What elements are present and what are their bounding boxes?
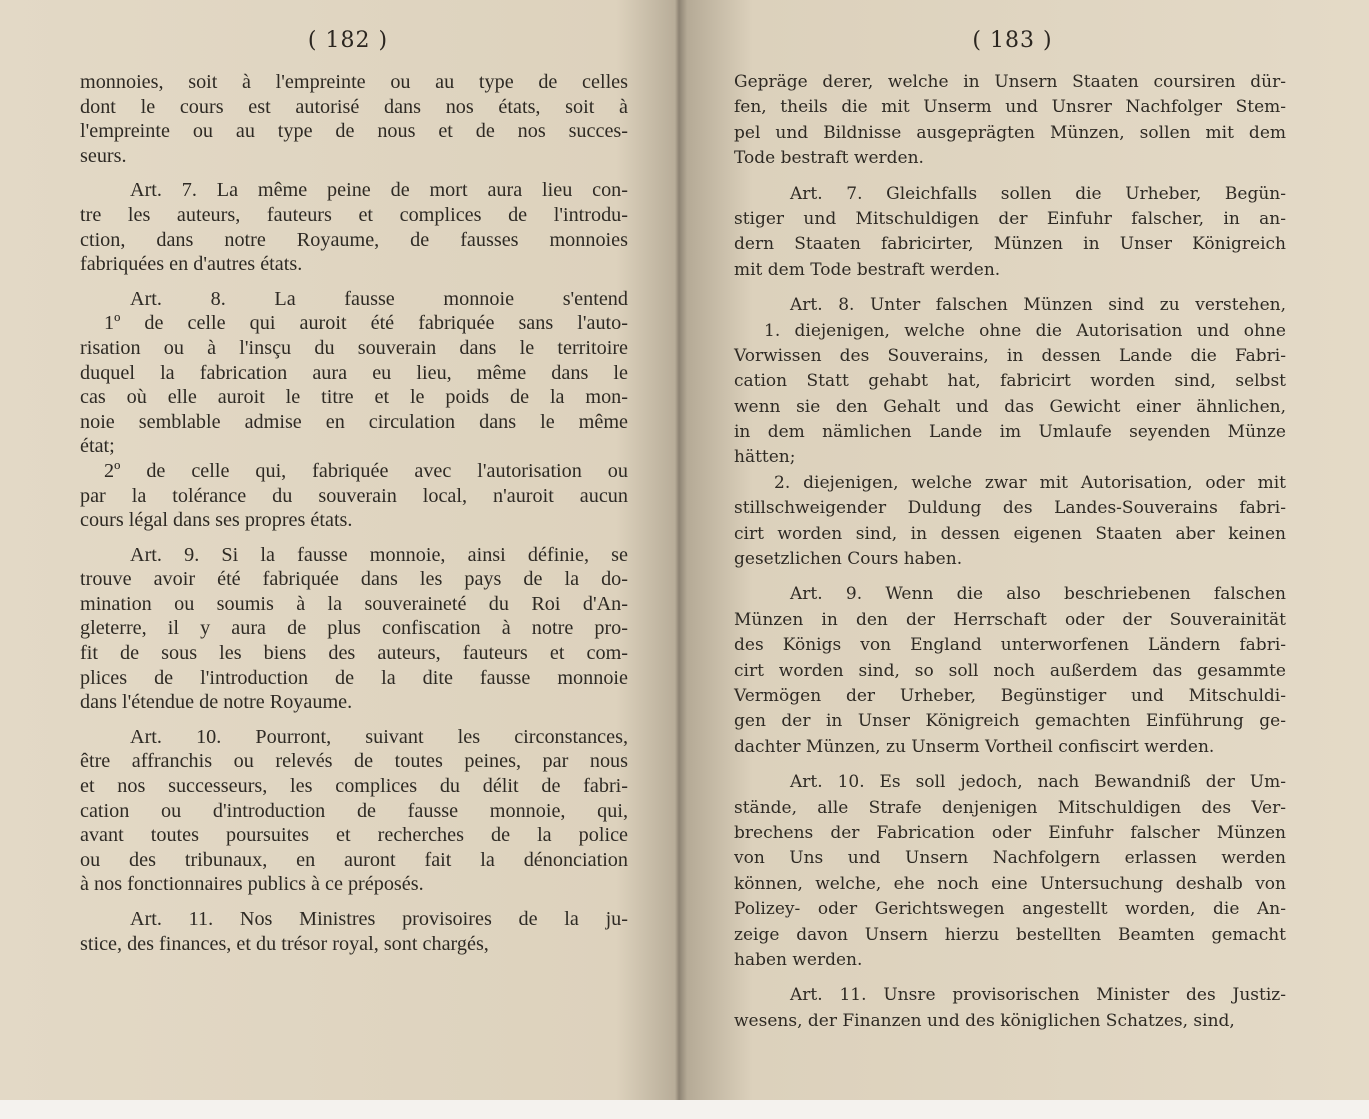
text-line: gleterre, il y aura de plus confiscation à notre pro- xyxy=(80,617,628,640)
text-line: pel und Bildnisse ausgeprägten Münzen, sollen mit dem xyxy=(734,122,1286,143)
text-line: cours légal dans ses propres états. xyxy=(80,509,353,532)
text-line: état; xyxy=(80,435,115,458)
text-line: stillschweigender Duldung des Landes-Souverains fabri- xyxy=(734,498,1286,519)
text-line: 2. diejenigen, welche zwar mit Autorisation, oder mit xyxy=(774,472,1286,493)
text-line: Art. 7. La même peine de mort aura lieu con- xyxy=(130,179,628,202)
text-line: Art. 10. Pourront, suivant les circonstances, xyxy=(130,725,628,748)
text-line: dern Staaten fabricirter, Münzen in Unser Königreich xyxy=(734,234,1286,255)
text-line: Art. 11. Unsre provisorischen Minister des Justiz- xyxy=(790,985,1286,1006)
text-line: avant toutes poursuites et recherches de la police xyxy=(80,824,628,847)
text-line: können, welche, ehe noch eine Untersuchung deshalb von xyxy=(734,873,1286,894)
text-line: dont le cours est autorisé dans nos états, soit à xyxy=(80,95,628,118)
text-line: Gepräge derer, welche in Unsern Staaten coursiren dür- xyxy=(734,72,1286,92)
text-line: ction, dans notre Royaume, de fausses monnoies xyxy=(80,228,628,251)
text-line: wenn sie den Gehalt und das Gewicht einer ähnlichen, xyxy=(734,396,1286,417)
text-line: Vorwissen des Souverains, in dessen Lande die Fabri- xyxy=(734,345,1286,366)
text-line: in dem nämlichen Lande im Umlaufe seyenden Münze xyxy=(734,422,1286,443)
text-line: ou des tribunaux, en auront fait la dénonciation xyxy=(80,848,628,871)
text-line: wesens, der Finanzen und des königlichen Schatzes, sind, xyxy=(734,1010,1235,1031)
text-line: Art. 9. Si la fausse monnoie, ainsi définie, se xyxy=(130,543,628,566)
scan-margin xyxy=(0,1100,1369,1119)
text-line: Art. 7. Gleichfalls sollen die Urheber, Begün- xyxy=(790,183,1286,204)
text-line: et nos successeurs, les complices du délit de fabri- xyxy=(80,775,628,798)
text-line: tre les auteurs, fauteurs et complices de l'introdu- xyxy=(80,203,628,226)
text-line: mit dem Tode bestraft werden. xyxy=(734,259,1001,280)
page-number: ( 182 ) xyxy=(307,28,389,53)
right-page xyxy=(676,0,1369,1100)
text-line: plices de l'introduction de la dite fausse monnoie xyxy=(80,666,628,689)
text-line: dans l'étendue de notre Royaume. xyxy=(80,691,353,714)
text-line: Art. 8. La fausse monnoie s'entend xyxy=(130,287,628,310)
text-line: cas où elle auroit le titre et le poids de la mon- xyxy=(80,386,628,409)
paragraph-gap xyxy=(80,715,628,725)
page-number: ( 183 ) xyxy=(972,28,1053,53)
text-line: stände, alle Strafe denjenigen Mitschuldigen des Ver- xyxy=(734,797,1286,818)
text-line: stice, des finances, et du trésor royal, sont chargés, xyxy=(80,932,489,955)
text-line: Art. 8. Unter falschen Münzen sind zu verstehen, xyxy=(790,295,1286,316)
text-line: von Uns und Unsern Nachfolgern erlassen werden xyxy=(734,848,1286,869)
page-text xyxy=(734,70,1286,1034)
text-line: mination ou soumis à la souveraineté du Roi d'An- xyxy=(80,592,628,615)
text-line: hätten; xyxy=(734,447,796,468)
text-line: risation ou à l'insçu du souverain dans le territoire xyxy=(80,336,628,359)
text-line: l'empreinte ou au type de nous et de nos succes- xyxy=(80,120,628,143)
text-line: à nos fonctionnaires publics à ce préposés. xyxy=(80,873,424,896)
paragraph-gap xyxy=(734,283,1286,293)
text-line: cirt worden sind, in dessen eigenen Staaten aber keinen xyxy=(734,523,1286,544)
text-line: Art. 9. Wenn die also beschriebenen falschen xyxy=(790,584,1286,605)
text-line: Art. 10. Es soll jedoch, nach Bewandniß der Um- xyxy=(790,772,1286,793)
text-line: 1. diejenigen, welche ohne die Autorisation und ohne xyxy=(764,320,1286,341)
text-line: cation Statt gehabt hat, fabricirt worden sind, selbst xyxy=(734,371,1286,392)
text-line: seurs. xyxy=(80,144,127,167)
text-line: cirt worden sind, so soll noch außerdem das gesammte xyxy=(734,660,1286,681)
text-line: zeige davon Unsern hierzu bestellten Beamten gemacht xyxy=(734,924,1286,945)
text-line: dachter Münzen, zu Unserm Vortheil confiscirt werden. xyxy=(734,736,1215,757)
left-page xyxy=(0,0,676,1100)
paragraph-gap xyxy=(734,172,1286,182)
text-line: fit de sous les biens des auteurs, fauteurs et com- xyxy=(80,642,628,665)
text-line: Münzen in den der Herrschaft oder der Souverainität xyxy=(734,609,1286,630)
text-line: 1º de celle qui auroit été fabriquée sans l'auto- xyxy=(104,312,628,335)
text-line: haben werden. xyxy=(734,949,863,970)
paragraph-gap xyxy=(80,168,628,178)
paragraph-gap xyxy=(80,277,628,287)
text-line: stiger und Mitschuldigen der Einfuhr falscher, in an- xyxy=(734,208,1286,229)
text-line: trouve avoir été fabriquée dans les pays de la do- xyxy=(80,568,628,591)
text-line: 2º de celle qui, fabriquée avec l'autorisation ou xyxy=(104,459,628,482)
text-line: brechens der Fabrication oder Einfuhr falscher Münzen xyxy=(734,822,1286,843)
text-line: gen der in Unser Königreich gemachten Einführung ge- xyxy=(734,711,1286,732)
paragraph-gap xyxy=(80,533,628,543)
text-line: monnoies, soit à l'empreinte ou au type de celles xyxy=(80,71,628,93)
text-line: fen, theils die mit Unserm und Unsrer Nachfolger Stem- xyxy=(734,97,1286,118)
paragraph-gap xyxy=(734,760,1286,770)
paragraph-gap xyxy=(734,973,1286,983)
text-line: noie semblable admise en circulation dans le même xyxy=(80,410,628,433)
text-line: cation ou d'introduction de fausse monnoie, qui, xyxy=(80,799,628,822)
text-line: être affranchis ou relevés de toutes peines, par nous xyxy=(80,750,628,773)
text-line: duquel la fabrication aura eu lieu, même dans le xyxy=(80,361,628,384)
text-line: Polizey- oder Gerichtswegen angestellt worden, die An- xyxy=(734,899,1286,920)
text-line: Vermögen der Urheber, Begünstiger und Mitschuldi- xyxy=(734,685,1286,706)
text-line: Art. 11. Nos Ministres provisoires de la ju- xyxy=(130,908,628,930)
text-line: Tode bestraft werden. xyxy=(734,148,924,169)
text-line: gesetzlichen Cours haben. xyxy=(734,549,963,570)
paragraph-gap xyxy=(734,572,1286,582)
paragraph-gap xyxy=(80,897,628,907)
text-line: par la tolérance du souverain local, n'auroit aucun xyxy=(80,484,628,507)
text-line: des Königs von England unterworfenen Ländern fabri- xyxy=(734,635,1286,656)
text-line: fabriquées en d'autres états. xyxy=(80,253,303,276)
page-text xyxy=(80,70,628,956)
